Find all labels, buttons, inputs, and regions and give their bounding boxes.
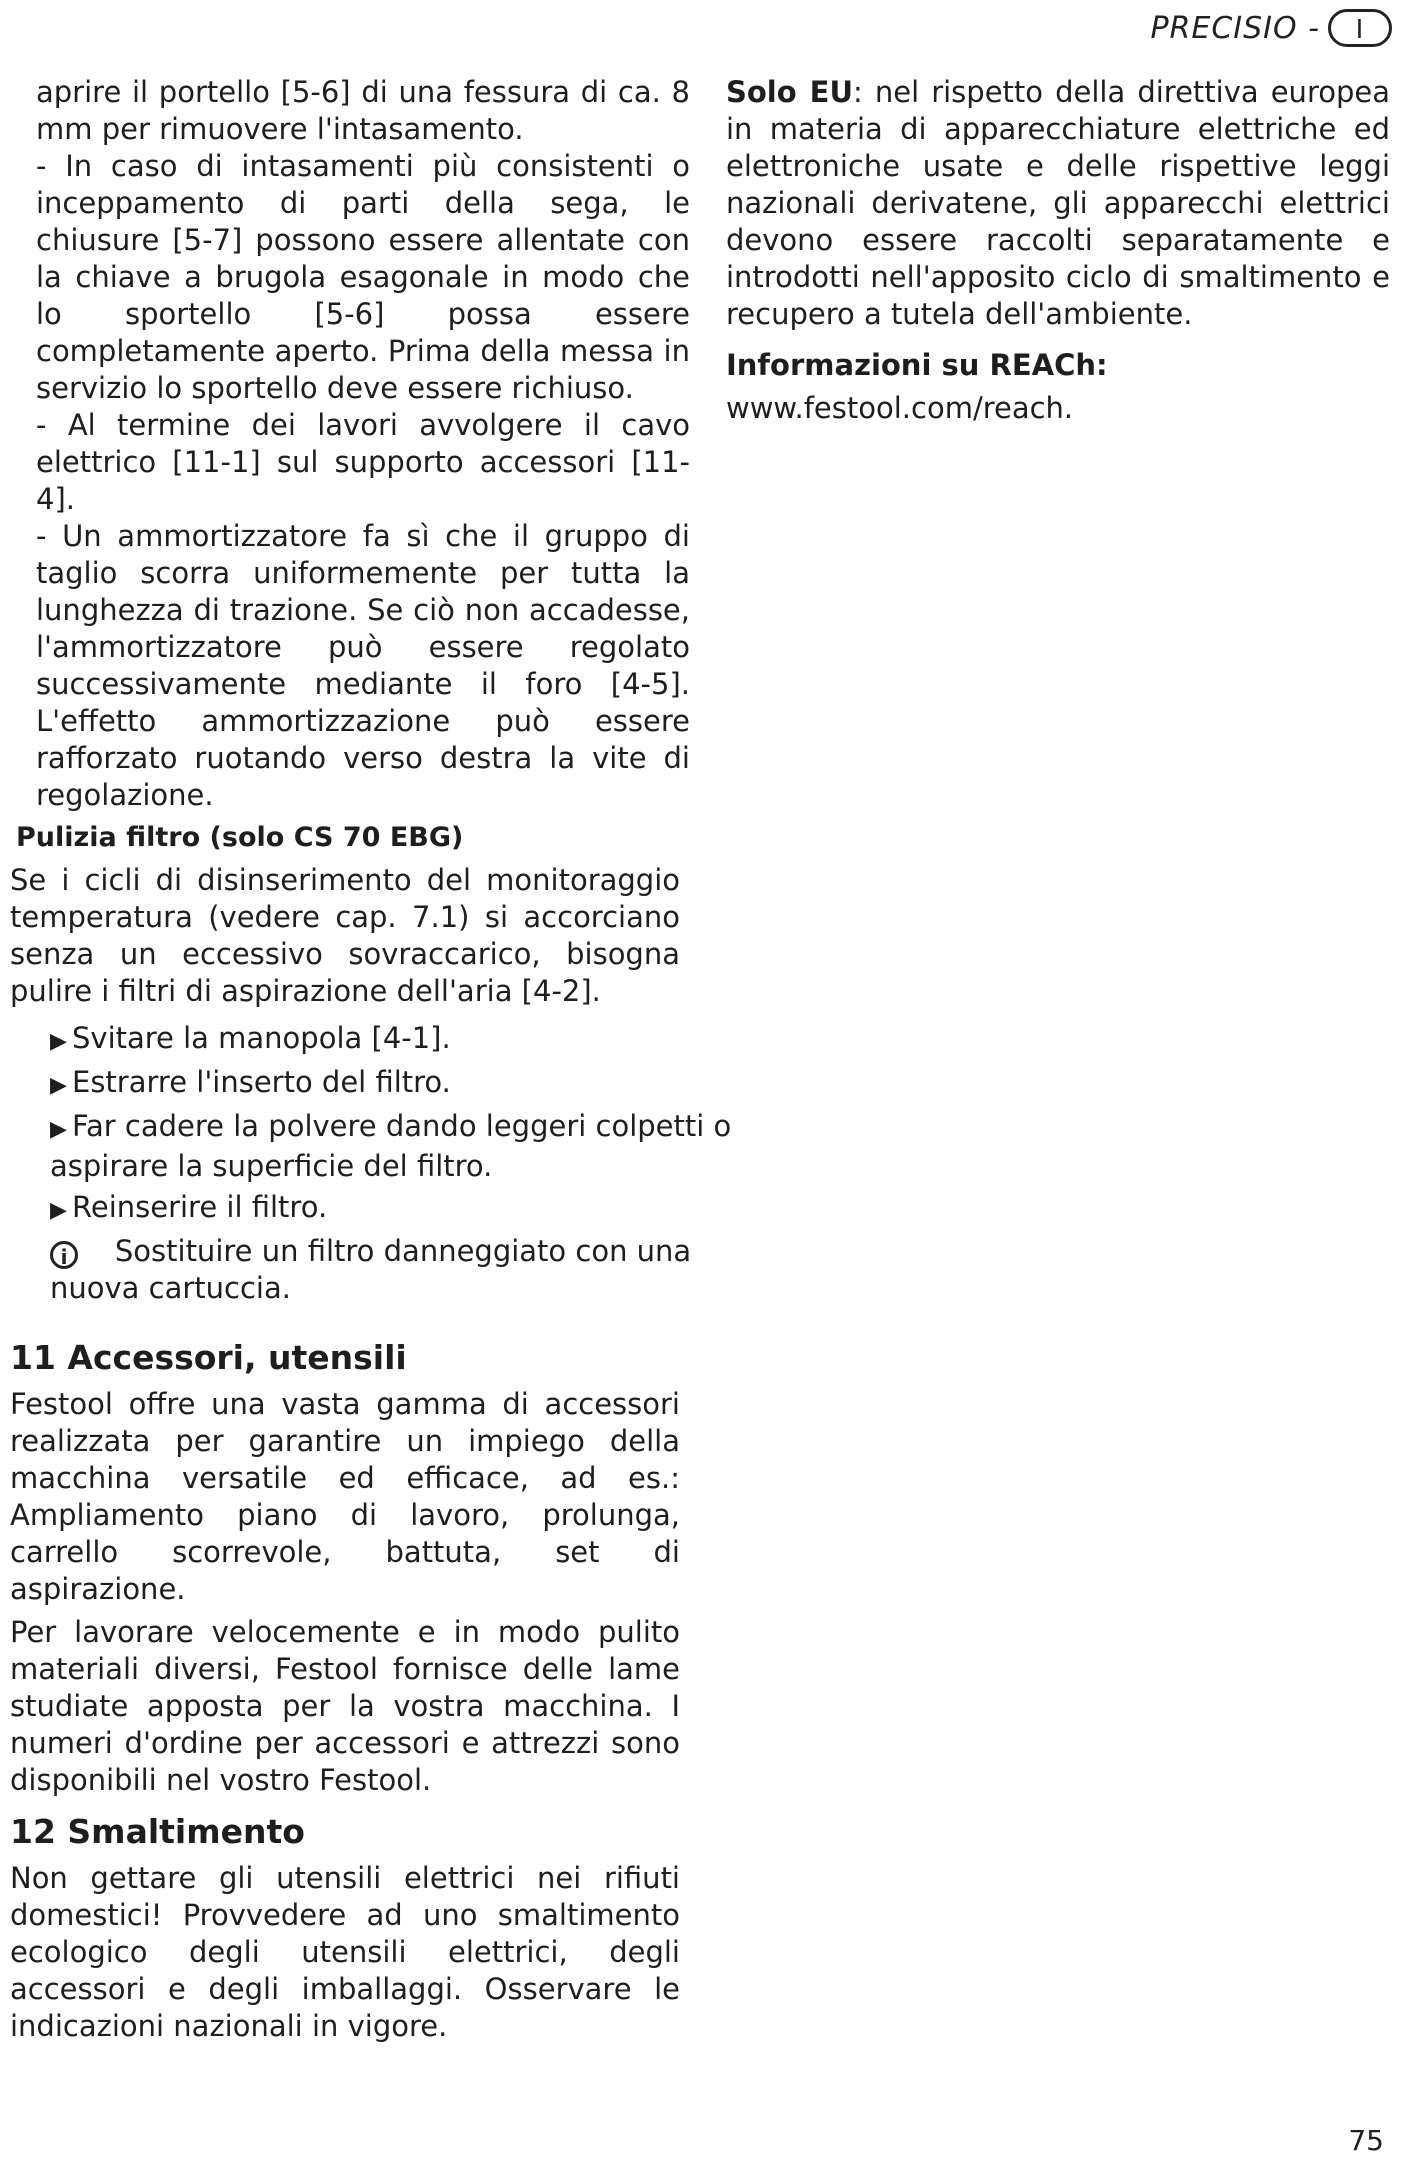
filter-steps	[50, 1020, 760, 1307]
paragraph: - Al termine dei lavori avvolgere il cavo elettrico [11-1] sul supporto accessori [11-4].	[36, 408, 690, 516]
section-11-heading: 11 Accessori, utensili	[10, 1338, 407, 1377]
left-column-top	[36, 74, 690, 814]
reach-url: www.festool.com/reach.	[726, 391, 1074, 425]
section-12	[10, 1810, 680, 2045]
paragraph: Non gettare gli utensili elettrici nei rifiuti domestici! Provvedere ad uno smaltimento ecologico degli utensili elettrici, degli accessori e degli imballaggi. Osservare le indicazioni nazionali in vigore.	[10, 1861, 680, 2043]
triangle-bullet-icon: ▶	[50, 1029, 67, 1054]
triangle-bullet-icon: ▶	[50, 1117, 67, 1142]
info-icon: i	[50, 1241, 78, 1269]
info-note	[50, 1233, 760, 1307]
country-code-badge: I	[1328, 9, 1392, 47]
list-item: ▶ Far cadere la polvere dando leggeri colpetti o aspirare la superficie del filtro.	[50, 1109, 732, 1183]
solo-eu-paragraph	[726, 74, 1390, 333]
filter-intro: Se i cicli di disinserimento del monitoraggio temperatura (vedere cap. 7.1) si accorciano senza un eccessivo sovraccarico, bisogna pulire i filtri di aspirazione dell'aria [4-2].	[10, 863, 680, 1008]
paragraph: - Un ammortizzatore fa sì che il gruppo di taglio scorra uniformemente per tutta la lunghezza di trazione. Se ciò non accadesse, l'ammortizzatore può essere regolato successivamente mediante il foro [4-5]. L'effetto ammortizzazione può essere rafforzato ruotando verso destra la vite di regolazione.	[36, 519, 690, 812]
right-column-top	[726, 74, 1390, 427]
section-12-heading: 12 Smaltimento	[10, 1812, 305, 1851]
triangle-bullet-icon: ▶	[50, 1073, 67, 1098]
info-note-text: Sostituire un filtro danneggiato con una nuova cartuccia.	[50, 1234, 692, 1305]
page-header	[1150, 6, 1392, 50]
section-11	[10, 1336, 680, 1799]
list-item: ▶ Reinserire il filtro.	[50, 1189, 760, 1229]
header-title: PRECISIO -	[1150, 10, 1320, 46]
triangle-bullet-icon: ▶	[50, 1198, 67, 1223]
filter-heading: Pulizia filtro (solo CS 70 EBG)	[16, 822, 464, 853]
solo-eu-text: : nel rispetto della direttiva europea in materia di apparecchiature elettriche ed elettroniche usate e delle rispettive leggi nazionali derivatene, gli apparecchi elettrici devono essere raccolti separatamente e introdotti nell'apposito ciclo di smaltimento e recupero a tutela dell'ambiente.	[726, 75, 1390, 331]
reach-heading: Informazioni su REACh:	[726, 348, 1108, 382]
list-item: ▶ Svitare la manopola [4-1].	[50, 1020, 760, 1060]
paragraph: - In caso di intasamenti più consistenti o inceppamento di parti della sega, le chiusure [5-7] possono essere allentate con la chiave a brugola esagonale in modo che lo sportello [5-6] possa essere completamente aperto. Prima della messa in servizio lo sportello deve essere richiuso.	[36, 149, 690, 405]
paragraph: Per lavorare velocemente e in modo pulito materiali diversi, Festool fornisce delle lame studiate apposta per la vostra macchina. I numeri d'ordine per accessori e attrezzi sono disponibili nel vostro Festool.	[10, 1615, 680, 1797]
list-item: ▶ Estrarre l'inserto del filtro.	[50, 1064, 760, 1104]
filter-section	[10, 820, 680, 1010]
solo-eu-label: Solo EU	[726, 75, 853, 109]
paragraph: Festool offre una vasta gamma di accessori realizzata per garantire un impiego della macchina versatile ed efficace, ad es.: Ampliamento piano di lavoro, prolunga, carrello scorrevole, battuta, set di aspirazione.	[10, 1387, 680, 1606]
paragraph: aprire il portello [5-6] di una fessura di ca. 8 mm per rimuovere l'intasamento.	[36, 75, 690, 146]
page-number: 75	[1348, 2124, 1384, 2157]
